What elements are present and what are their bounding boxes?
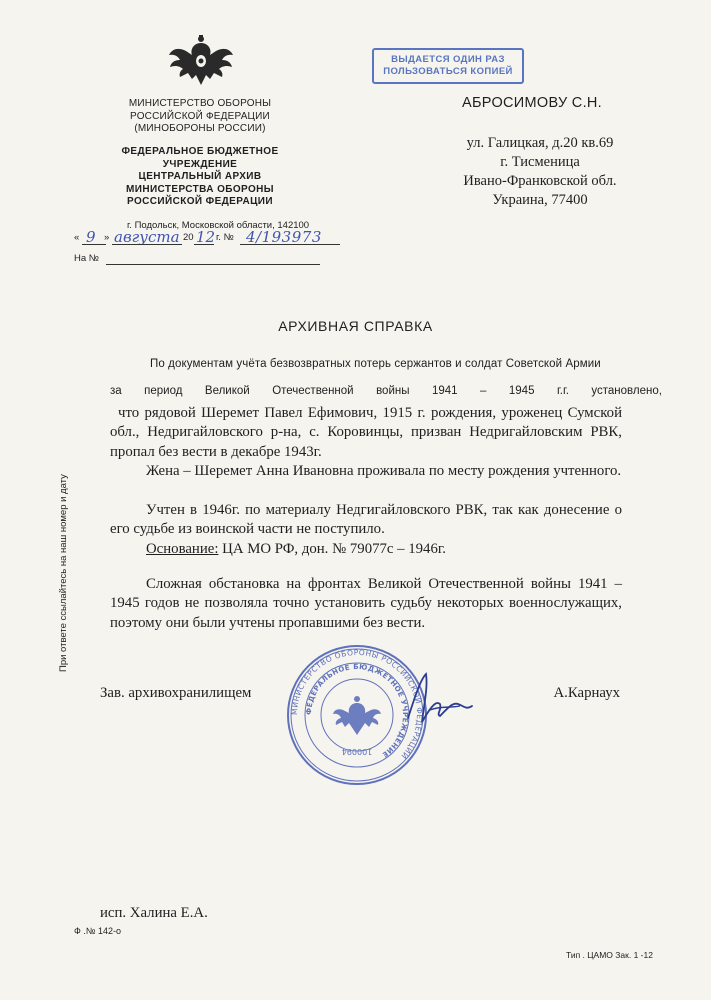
seal-inner-text: ФЕДЕРАЛЬНОЕ БЮДЖЕТНОЕ УЧРЕЖДЕНИЕ — [304, 662, 410, 759]
institution-line: МИНИСТЕРСТВА ОБОРОНЫ — [126, 183, 274, 195]
date-year-label: г. № — [216, 232, 234, 243]
intro-word: 1945 — [508, 385, 535, 397]
underline — [240, 244, 340, 245]
intro-word: войны — [376, 385, 410, 397]
reference-label: На № — [74, 253, 99, 264]
signature-row — [100, 685, 620, 705]
body-paragraph-3: Учтен в 1946г. по материалу Недгигайловского РВК, так как донесение о его судьбе из воинской части не поступило. — [110, 502, 622, 538]
form-number: Ф .№ 142-о — [74, 926, 122, 936]
reference-underline — [106, 264, 320, 265]
ministry-name — [100, 98, 300, 136]
body-paragraph-1: что рядовой Шеремет Павел Ефимович, 1915 г. рождения, уроженец Сумской обл., Недригайловского р-на, с. Коровинцы, призван Недригайловским РВК, пропал без вести в декабре 1943г. — [110, 405, 622, 460]
institution-name — [100, 146, 300, 209]
underline — [112, 244, 182, 245]
recipient-address-line: ул. Галицкая, д.20 кв.69 — [466, 135, 614, 151]
underline — [194, 244, 214, 245]
body-paragraph-2: Жена – Шеремет Анна Ивановна проживала по месту рождения учтенного. — [146, 463, 622, 479]
reference-line — [74, 253, 99, 264]
copy-stamp-line1: ВЫДАЕТСЯ ОДИН РАЗ — [391, 54, 505, 65]
intro-word: Отечественной — [272, 385, 354, 397]
intro-word: г.г. — [556, 385, 569, 397]
double-eagle-emblem-icon — [168, 33, 234, 89]
date-year-prefix: 20 — [183, 232, 194, 243]
basis-label: Основание: — [146, 541, 219, 557]
recipient-name: АБРОСИМОВУ С.Н. — [462, 95, 602, 111]
side-reference-note: При ответе ссылайтесь на наш номер и дату — [58, 474, 69, 672]
print-info: Тип . ЦАМО Зак. 1 -12 — [566, 950, 653, 960]
intro-word: 1941 — [431, 385, 458, 397]
recipient-address-line: Украина, 77400 — [492, 192, 588, 208]
date-day: 9 — [86, 228, 96, 246]
institution-line: УЧРЕЖДЕНИЕ — [162, 158, 238, 170]
date-month: августа — [114, 228, 180, 246]
executor-name: исп. Халина Е.А. — [100, 905, 208, 921]
sender-address: г. Подольск, Московской области, 142100 — [127, 220, 310, 231]
underline — [82, 244, 106, 245]
institution-line: ФЕДЕРАЛЬНОЕ БЮДЖЕТНОЕ — [121, 146, 279, 157]
intro-word: период — [144, 385, 183, 397]
body-paragraph-4: Сложная обстановка на фронтах Великой Отечественной войны 1941 – 1945 годов не позволяла точно установить судьбу некоторых военнослужащих, поэтому они были учтены пропавшими без вести. — [110, 576, 622, 631]
ministry-line: МИНИСТЕРСТВО ОБОРОНЫ — [128, 98, 272, 109]
signatory-position: Зав. архивохранилищем — [100, 685, 252, 701]
recipient-address-line: Ивано-Франковской обл. — [463, 173, 617, 189]
document-title: АРХИВНАЯ СПРАВКА — [278, 318, 433, 334]
ministry-line: (МИНОБОРОНЫ РОССИИ) — [134, 123, 266, 134]
date-close-quote: » — [104, 232, 110, 243]
recipient-address-line: г. Тисменица — [500, 154, 580, 170]
seal-outer-text: МИНИСТЕРСТВО ОБОРОНЫ РОССИЙСКОЙ ФЕДЕРАЦИИ — [289, 647, 425, 761]
form-intro-line1: По документам учёта безвозвратных потерь сержантов и солдат Советской Армии — [150, 358, 601, 370]
outgoing-number: 4/193973 — [246, 228, 322, 246]
institution-line: ЦЕНТРАЛЬНЫЙ АРХИВ — [138, 171, 262, 182]
ministry-line: РОССИЙСКОЙ ФЕДЕРАЦИИ — [130, 110, 270, 122]
intro-word: установлено, — [591, 385, 662, 397]
copy-stamp-line2: ПОЛЬЗОВАТЬСЯ КОПИЕЙ — [383, 66, 513, 77]
intro-word: – — [480, 385, 487, 397]
signatory-name: А.Карнаух — [553, 685, 620, 701]
date-year-suffix: 12 — [196, 228, 216, 246]
intro-word: за — [110, 385, 122, 397]
basis-text: ЦА МО РФ, дон. № 79077с – 1946г. — [218, 541, 446, 557]
seal-number: 100094 — [341, 747, 373, 756]
basis-line — [110, 540, 622, 559]
copy-stamp — [372, 48, 524, 84]
form-intro-line2 — [110, 385, 662, 397]
intro-word: Великой — [204, 385, 250, 397]
institution-line: РОССИЙСКОЙ ФЕДЕРАЦИИ — [127, 196, 273, 207]
date-open-quote: « — [74, 232, 80, 243]
date-number-line — [74, 228, 344, 248]
recipient-address — [430, 134, 650, 210]
